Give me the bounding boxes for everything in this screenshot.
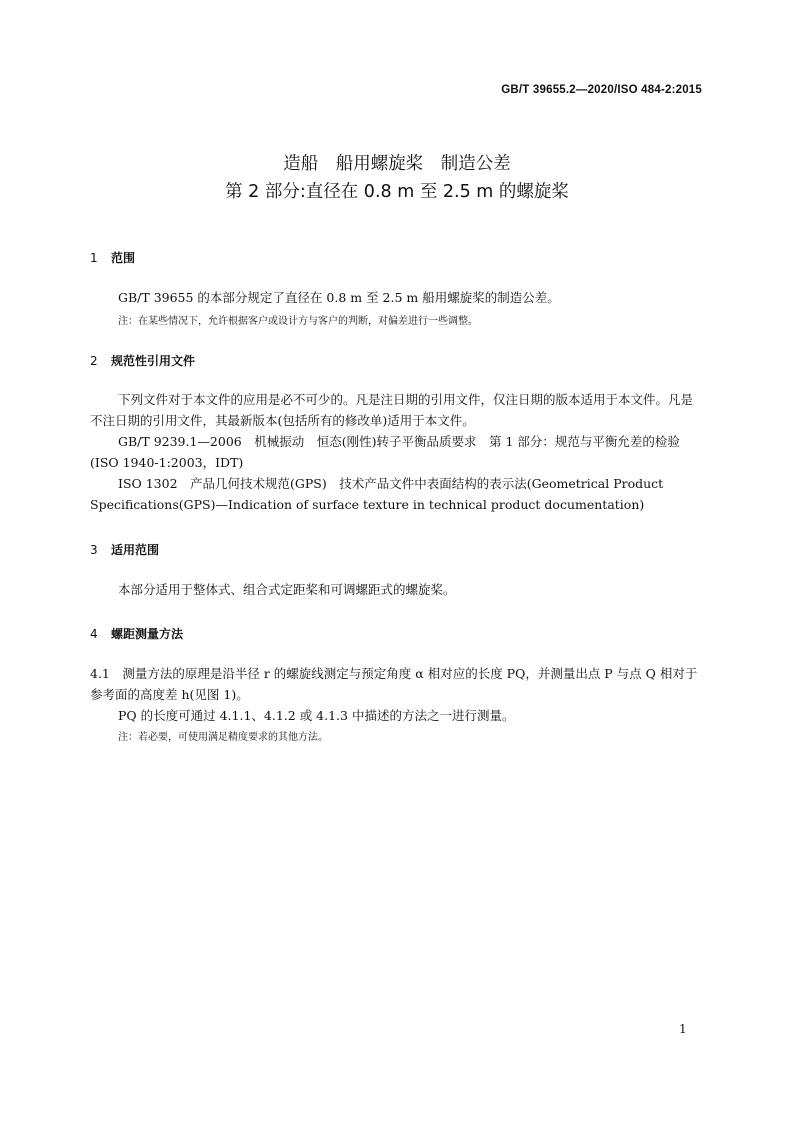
page-number: 1 (679, 1022, 687, 1036)
section-2-number: 2 (90, 354, 98, 368)
section-2-reference-1: GB/T 9239.1—2006 机械振动 恒态(刚性)转子平衡品质要求 第 1 部分：规范与平衡允差的检验(ISO 1940-1:2003，IDT) (90, 434, 680, 470)
section-1-number: 1 (90, 251, 98, 265)
section-1-note: 注：在某些情况下，允许根据客户或设计方与客户的判断，对偏差进行一些调整。 (118, 316, 478, 327)
section-3-heading (90, 541, 159, 558)
title-line-2: 第 2 部分:直径在 0.8 m 至 2.5 m 的螺旋桨 (225, 182, 569, 202)
section-2-reference-2: ISO 1302 产品几何技术规范(GPS) 技术产品文件中表面结构的表示法(Geometrical Product Specifications(GPS)—Indication of surface texture in technical product documentation) (90, 476, 664, 512)
section-4-note: 注：若必要，可使用满足精度要求的其他方法。 (118, 732, 328, 743)
section-4-1-paragraph: 4.1 测量方法的原理是沿半径 r 的螺旋线测定与预定角度 α 相对应的长度 PQ，并测量出点 P 与点 Q 相对于参考面的高度差 h(见图 1)。 (90, 666, 698, 702)
section-4-number: 4 (90, 627, 98, 641)
title-line-1: 造船 船用螺旋桨 制造公差 (283, 154, 511, 174)
section-2-title: 规范性引用文件 (111, 354, 196, 368)
section-3-title: 适用范围 (111, 543, 160, 557)
section-3-paragraph: 本部分适用于整体式、组合式定距桨和可调螺距式的螺旋桨。 (118, 582, 456, 597)
section-2-paragraph: 下列文件对于本文件的应用是必不可少的。凡是注日期的引用文件，仅注日期的版本适用于本文件。凡是不注日期的引用文件，其最新版本(包括所有的修改单)适用于本文件。 (90, 392, 694, 428)
section-3-number: 3 (90, 543, 98, 557)
section-4-paragraph-2: PQ 的长度可通过 4.1.1、4.1.2 或 4.1.3 中描述的方法之一进行测量。 (118, 708, 515, 723)
section-4-heading (90, 625, 183, 642)
section-1-heading (90, 249, 135, 266)
document-title (0, 150, 794, 206)
standard-code: GB/T 39655.2—2020/ISO 484-2:2015 (501, 84, 702, 96)
section-2-heading (90, 352, 195, 369)
section-4-title: 螺距测量方法 (111, 627, 184, 641)
section-1-title: 范围 (111, 251, 136, 265)
section-1-paragraph: GB/T 39655 的本部分规定了直径在 0.8 m 至 2.5 m 船用螺旋桨的制造公差。 (118, 290, 560, 305)
